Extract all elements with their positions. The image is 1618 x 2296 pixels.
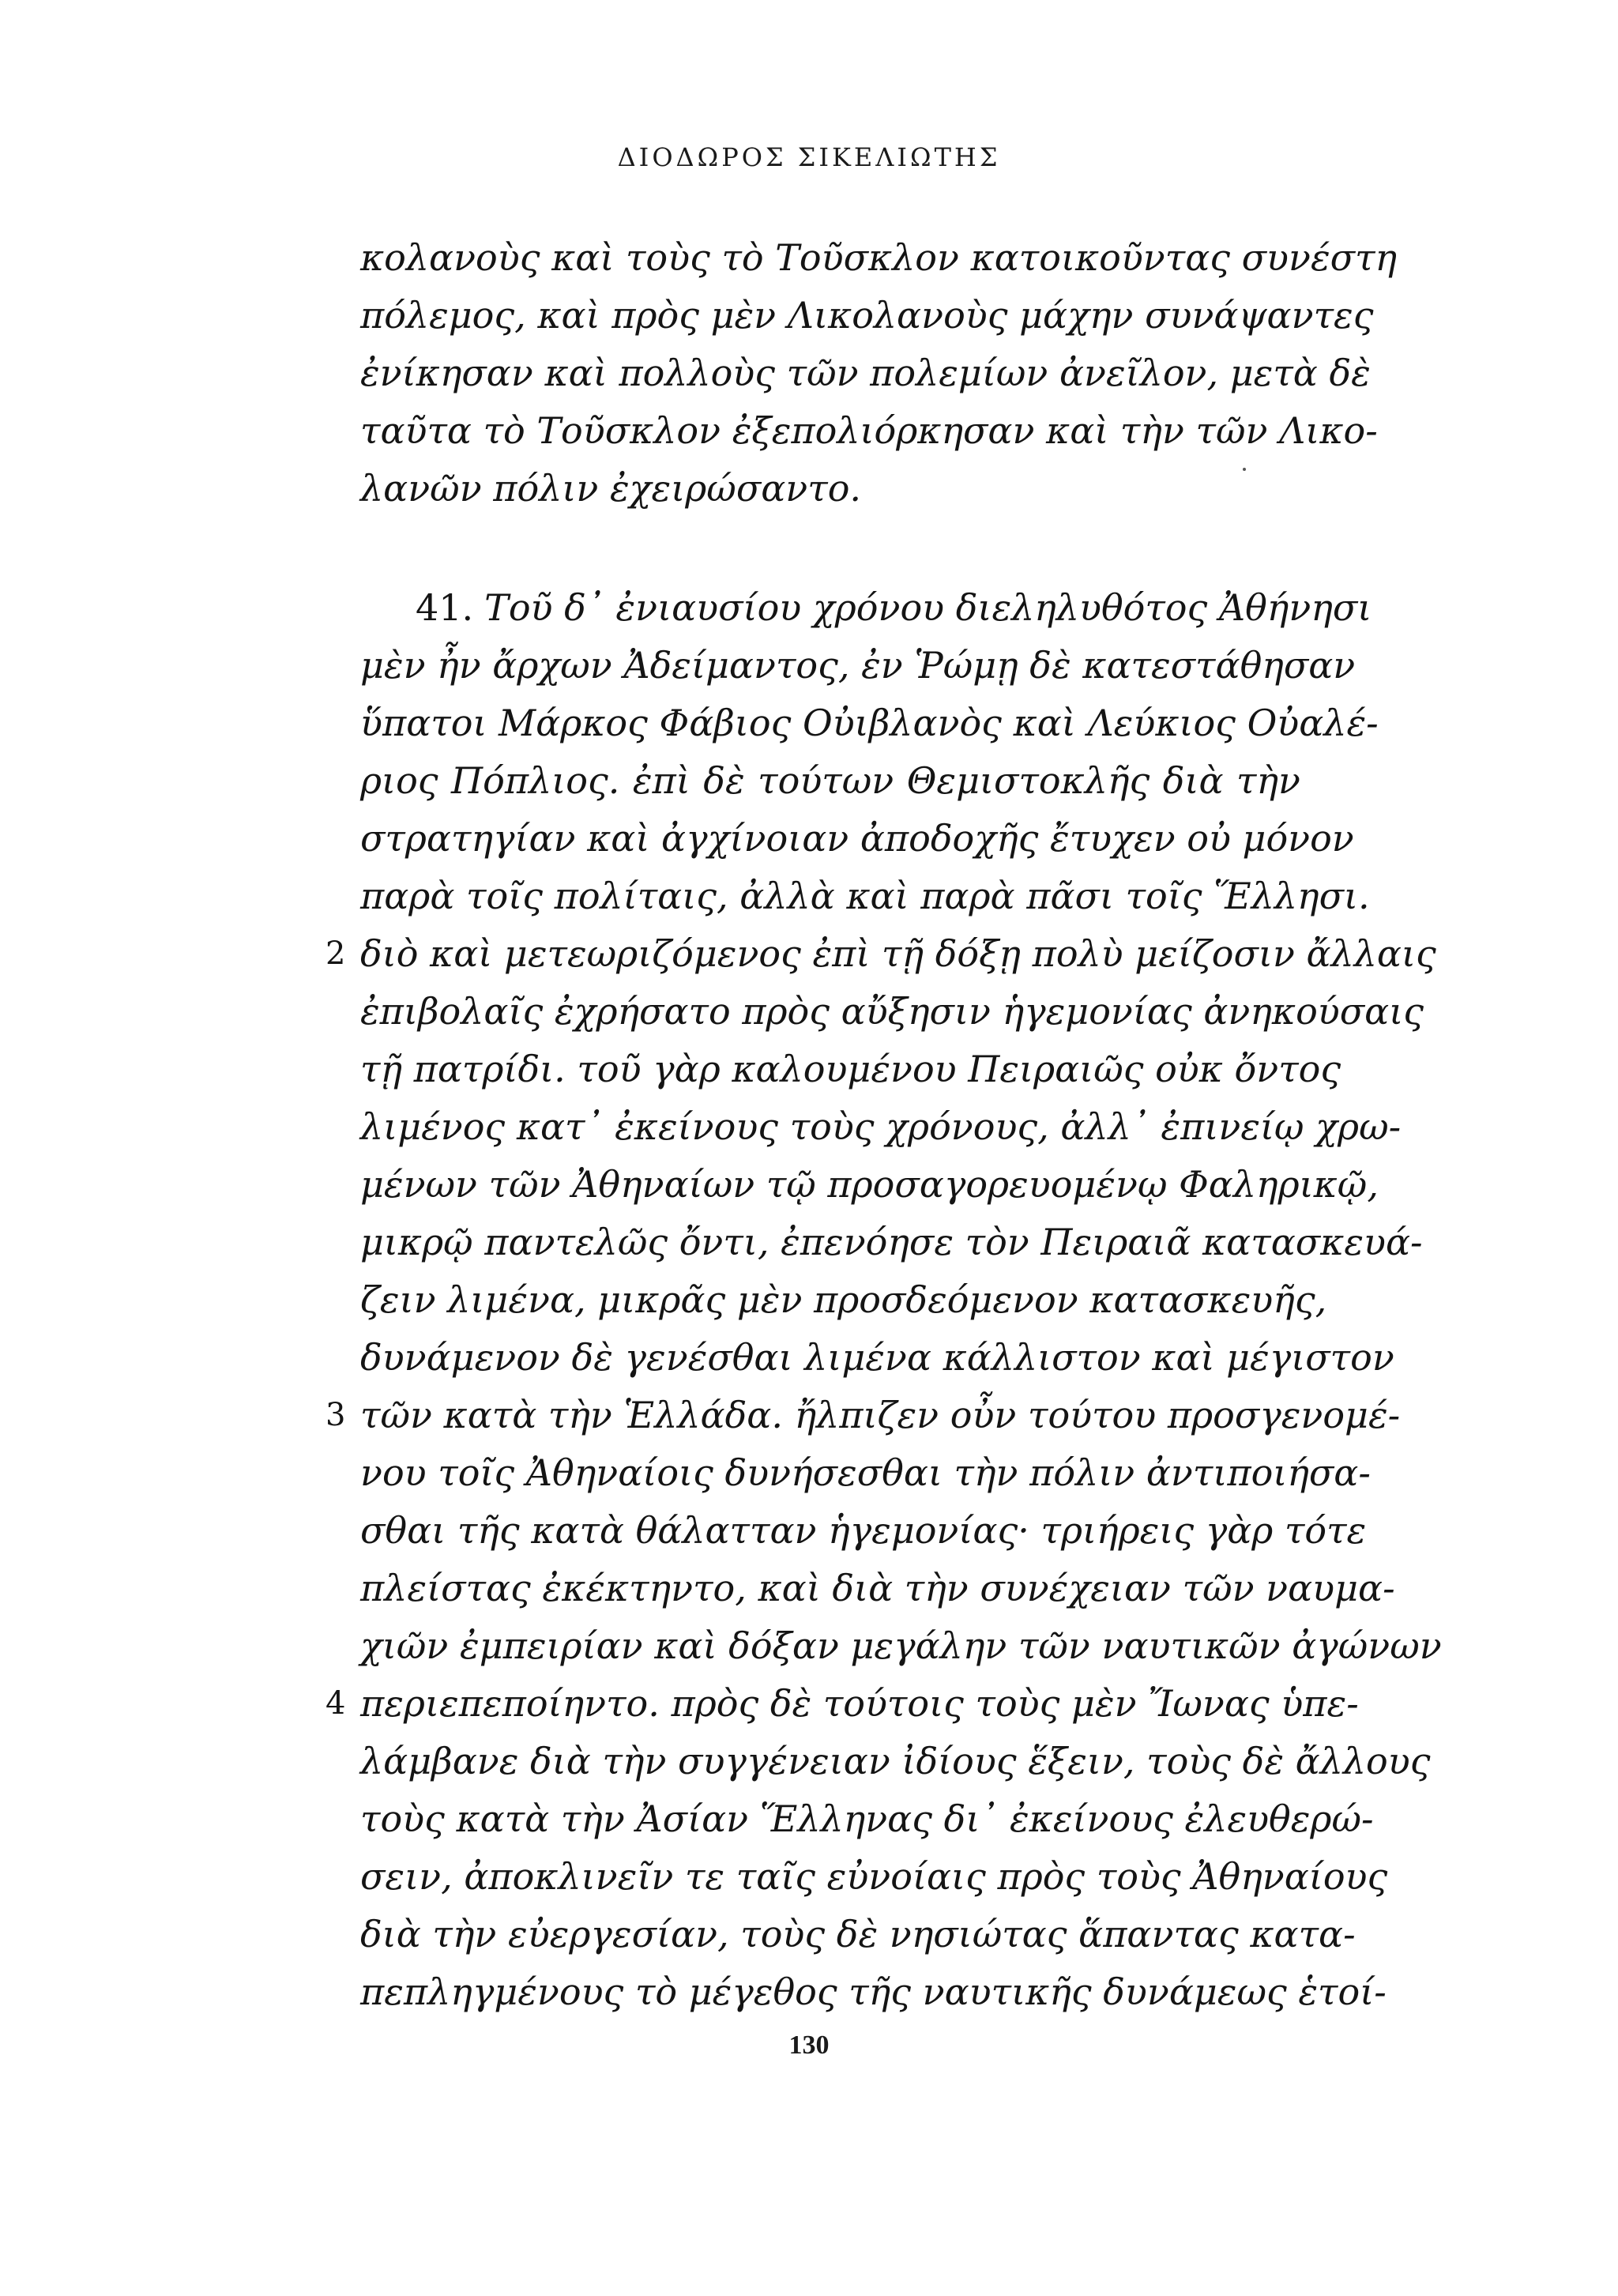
- text-line: δυνάμενον δὲ γενέσθαι λιμένα κάλλιστον καὶ μέγιστον: [360, 1336, 1394, 1379]
- text-line-content: περιεπεποίηντο. πρὸς δὲ τούτοις τοὺς μὲν Ἴωνας ὑπε-: [360, 1682, 1359, 1725]
- text-line: λιμένος κατ᾽ ἐκείνους τοὺς χρόνους, ἀλλ᾽ ἐπινείῳ χρω-: [360, 1105, 1402, 1148]
- text-line: πλείστας ἐκέκτηντο, καὶ διὰ τὴν συνέχειαν τῶν ναυμα-: [360, 1567, 1395, 1609]
- text-line: λανῶν πόλιν ἐχειρώσαντο.: [360, 467, 862, 510]
- text-line: σθαι τῆς κατὰ θάλατταν ἡγεμονίας· τριήρεις γὰρ τότε: [360, 1509, 1367, 1552]
- section-number: 4: [325, 1685, 346, 1722]
- text-line: πεπληγμένους τὸ μέγεθος τῆς ναυτικῆς δυνάμεως ἑτοί-: [360, 1970, 1387, 2013]
- chapter-opening-line: [360, 579, 1372, 637]
- text-line: χιῶν ἐμπειρίαν καὶ δόξαν μεγάλην τῶν ναυτικῶν ἀγώνων: [360, 1624, 1442, 1667]
- main-text-block: [325, 229, 1442, 2021]
- text-line: τῇ πατρίδι. τοῦ γὰρ καλουμένου Πειραιῶς οὐκ ὄντος: [360, 1048, 1341, 1090]
- text-line: τοὺς κατὰ τὴν Ἀσίαν Ἕλληνας δι᾽ ἐκείνους ἐλευθερώ-: [360, 1797, 1374, 1840]
- text-line: ὕπατοι Μάρκος Φάβιος Οὐιβλανὸς καὶ Λεύκιος Οὐαλέ-: [360, 702, 1379, 744]
- text-line: [325, 925, 1436, 983]
- section-number: 2: [325, 935, 346, 972]
- text-line: νου τοῖς Ἀθηναίοις δυνήσεσθαι τὴν πόλιν ἀντιποιήσα-: [360, 1451, 1371, 1494]
- text-line-content: διὸ καὶ μετεωριζόμενος ἐπὶ τῇ δόξῃ πολὺ μείζοσιν ἄλλαις: [360, 932, 1436, 975]
- text-line: διὰ τὴν εὐεργεσίαν, τοὺς δὲ νησιώτας ἅπαντας κατα-: [360, 1913, 1356, 1955]
- text-line: σειν, ἀποκλινεῖν τε ταῖς εὐνοίαις πρὸς τοὺς Ἀθηναίους: [360, 1855, 1388, 1898]
- text-line: [325, 1675, 1359, 1733]
- text-line: ταῦτα τὸ Τοῦσκλον ἐξεπολιόρκησαν καὶ τὴν τῶν Λικο-: [360, 409, 1378, 452]
- section-number: 3: [325, 1397, 346, 1433]
- page-number: 130: [788, 2031, 830, 2060]
- text-line: κολανοὺς καὶ τοὺς τὸ Τοῦσκλον κατοικοῦντας συνέστη: [360, 236, 1398, 279]
- text-line: μένων τῶν Ἀθηναίων τῷ προσαγορευομένῳ Φαληρικῷ,: [360, 1163, 1379, 1206]
- text-line: ἐπιβολαῖς ἐχρήσατο πρὸς αὔξησιν ἡγεμονίας ἀνηκούσαις: [360, 990, 1424, 1033]
- text-line: μικρῷ παντελῶς ὄντι, ἐπενόησε τὸν Πειραιᾶ κατασκευά-: [360, 1221, 1423, 1263]
- text-line: ριος Πόπλιος. ἐπὶ δὲ τούτων Θεμιστοκλῆς διὰ τὴν: [360, 759, 1300, 802]
- text-line: πόλεμος, καὶ πρὸς μὲν Λικολανοὺς μάχην συνάψαντες: [360, 294, 1374, 337]
- text-line: στρατηγίαν καὶ ἀγχίνοιαν ἀποδοχῆς ἔτυχεν οὐ μόνον: [360, 817, 1354, 860]
- text-line: ἐνίκησαν καὶ πολλοὺς τῶν πολεμίων ἀνεῖλον, μετὰ δὲ: [360, 352, 1371, 394]
- text-line: παρὰ τοῖς πολίταις, ἀλλὰ καὶ παρὰ πᾶσι τοῖς Ἕλλησι.: [360, 875, 1370, 917]
- chapter-opening-text: Τοῦ δ᾽ ἐνιαυσίου χρόνου διεληλυθότος Ἀθήνησι: [484, 586, 1372, 629]
- text-line: [325, 1387, 1401, 1444]
- running-head: ΔΙΟΔΩΡΟΣ ΣΙΚΕΛΙΩΤΗΣ: [617, 142, 1001, 172]
- text-line: λάμβανε διὰ τὴν συγγένειαν ἰδίους ἕξειν, τοὺς δὲ ἄλλους: [360, 1740, 1431, 1782]
- chapter-number: 41.: [416, 586, 474, 629]
- text-line: ζειν λιμένα, μικρᾶς μὲν προσδεόμενον κατασκευῆς,: [360, 1278, 1327, 1321]
- text-line-content: τῶν κατὰ τὴν Ἑλλάδα. ἤλπιζεν οὖν τούτου προσγενομέ-: [360, 1394, 1401, 1436]
- text-line: μὲν ἦν ἄρχων Ἀδείμαντος, ἐν Ῥώμῃ δὲ κατεστάθησαν: [360, 644, 1356, 687]
